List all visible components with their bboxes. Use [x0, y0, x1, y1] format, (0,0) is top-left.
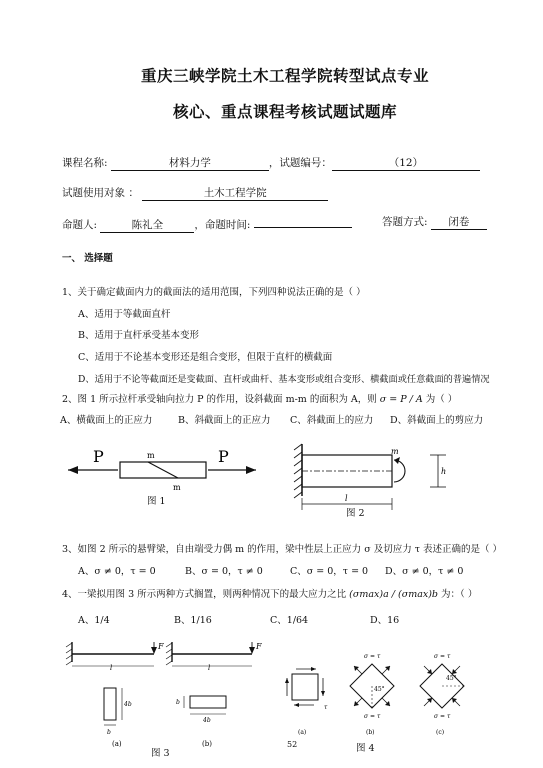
mode-label: 答题方式:: [382, 216, 428, 228]
target-field: 土木工程学院: [142, 187, 328, 201]
fig3-dim-b-a: b: [107, 729, 111, 736]
q1-option-b: B、适用于直杆承受基本变形: [78, 330, 199, 341]
fig1-load-right: P: [218, 447, 229, 466]
q1-option-a: A、适用于等截面直杆: [78, 309, 171, 320]
fig1-load-left: P: [93, 447, 104, 466]
course-name-label: 课程名称:: [62, 157, 108, 169]
q4-stem-tail: 为：（ ）: [441, 589, 478, 600]
target-label: 试题使用对象 ：: [62, 187, 139, 199]
q4-formula: (σmax)a / (σmax)b: [349, 589, 439, 600]
force-arrow-icon: [151, 647, 157, 654]
author-label: 命题人:: [62, 219, 98, 231]
time-field: [254, 214, 352, 228]
q4-option-d: D、16: [370, 615, 400, 626]
q1-option-d: D、适用于不论等截面还是变截面、直杆或曲杆、基本变形或组合变形、横截面或任意截面的普遍情况: [78, 374, 490, 385]
fig4-sub-c: (c): [436, 729, 445, 736]
figure-2-caption: 图 2: [346, 508, 365, 519]
fig3-sub-b: (b): [202, 740, 212, 748]
q2-stem-text: 2、图 1 所示拉杆承受轴向拉力 P 的作用，设斜截面 m-m 的面积为 A，则: [62, 394, 377, 405]
fig1-mark-top: m: [147, 451, 155, 460]
target-row: [62, 185, 328, 201]
q4-stem-text: 4、一梁拟用图 3 所示两种方式搁置，则两种情况下的最大应力之比: [62, 589, 347, 600]
fig3-dim-4b-b: 4b: [203, 717, 211, 724]
fig4-sigma-top-c: σ = τ: [434, 653, 451, 660]
fig4-tau-label: τ: [324, 704, 328, 711]
q2-formula: σ = P / A: [379, 394, 423, 405]
fig3-sub-a: (a): [112, 740, 122, 748]
figure-4-caption: 图 4: [356, 743, 375, 754]
q3-stem: 3、如图 2 所示的悬臂梁，自由端受力偶 m 的作用，梁中性层上正应力 σ 及切应力 τ 表述正确的是（ ）: [62, 544, 503, 555]
mode-field: 闭卷: [431, 216, 487, 230]
right-arrow-icon: [246, 466, 256, 474]
fig3-force-a: F: [158, 642, 164, 651]
q3-option-c: C、σ = 0，τ = 0: [290, 566, 369, 577]
q3-option-a: A、σ ≠ 0，τ = 0: [78, 566, 156, 577]
fig3-dim-4b-a: 4b: [124, 701, 132, 708]
course-name-row: [62, 155, 480, 171]
fig4-sub-b: (b): [366, 729, 375, 736]
q1-option-c: C、适用于不论基本变形还是组合变形，但限于直杆的横截面: [78, 352, 333, 363]
q1-stem: 1、关于确定截面内力的截面法的适用范围，下列四种说法正确的是（ ）: [62, 287, 366, 298]
q3-option-b: B、σ = 0，τ ≠ 0: [185, 566, 263, 577]
figure-4-stress-elements: [282, 648, 482, 744]
author-field: 陈礼全: [100, 219, 194, 233]
q4-option-c: C、1/64: [270, 615, 309, 626]
fig2-height: h: [441, 467, 447, 476]
exam-number-field: （12）: [332, 157, 480, 171]
fig3-length-b: l: [208, 664, 211, 672]
left-arrow-icon: [68, 466, 78, 474]
fig3-force-b: F: [256, 642, 262, 651]
course-name-field: 材料力学: [111, 157, 269, 171]
fig2-moment: m: [391, 447, 399, 456]
q2-option-b: B、斜截面上的正应力: [178, 415, 271, 426]
q2-option-a: A、横截面上的正应力: [60, 415, 153, 426]
fig1-mark-bottom: m: [173, 483, 181, 492]
fig2-length: l: [345, 494, 348, 503]
q2-stem-tail: 为（ ）: [425, 394, 458, 405]
page-number: 52: [287, 740, 298, 749]
q4-option-a: A、1/4: [78, 615, 110, 626]
moment-arrow-icon: [394, 457, 400, 464]
q2-option-c: C、斜截面上的应力: [290, 415, 374, 426]
page-title-line1: 重庆三峡学院土木工程学院转型试点专业: [141, 67, 430, 85]
fig4-sigma-bottom-b: σ = τ: [364, 713, 381, 720]
fig4-sub-a: (a): [298, 729, 307, 736]
fig3-length-a: l: [110, 664, 113, 672]
fig3-dim-b-b: b: [176, 699, 180, 706]
fig4-angle-b: 45°: [374, 686, 385, 693]
section-heading: 一、 选择题: [62, 253, 113, 264]
figure-2-cantilever: [290, 440, 460, 520]
q4-option-b: B、1/16: [174, 615, 212, 626]
fig4-sigma-bottom-c: σ = τ: [434, 713, 451, 720]
page-title-line2: 核心、重点课程考核试题试题库: [173, 103, 398, 121]
fig4-sigma-top-b: σ = τ: [364, 653, 381, 660]
figure-1-caption: 图 1: [147, 496, 166, 507]
fig4-angle-c: 45°: [446, 675, 457, 682]
q2-option-d: D、斜截面上的剪应力: [390, 415, 484, 426]
q3-option-d: D、σ ≠ 0，τ ≠ 0: [385, 566, 464, 577]
figure-3-beams: [60, 640, 270, 752]
figure-3-caption: 图 3: [151, 748, 170, 759]
time-label: ，命题时间:: [194, 219, 251, 231]
author-row: [62, 214, 352, 233]
q2-stem: [62, 391, 457, 405]
mode-row: [382, 214, 487, 230]
q4-stem: [62, 586, 477, 600]
exam-number-label: ，试题编号：: [268, 157, 332, 169]
